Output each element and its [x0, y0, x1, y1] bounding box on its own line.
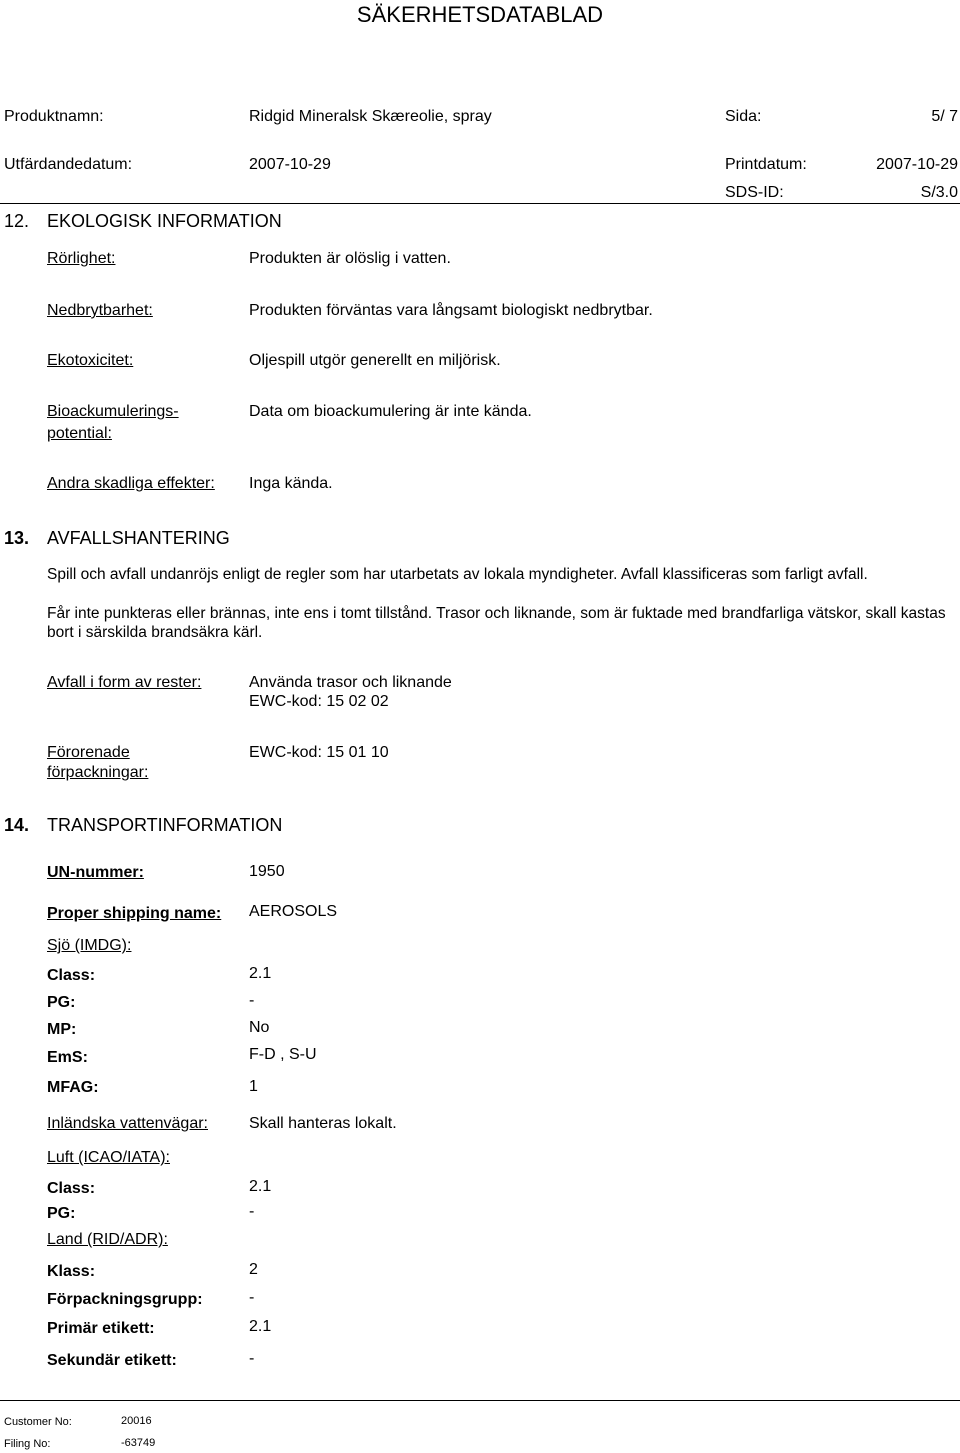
sea-ems-value: F-D , S-U	[249, 1046, 317, 1063]
section-14-number: 14.	[4, 815, 30, 835]
waste-residues-value-line2: EWC-kod: 15 02 02	[249, 693, 389, 710]
packaging-label-line1: Förorenade	[47, 744, 130, 761]
filing-no-value: -63749	[121, 1437, 156, 1449]
sea-class-label: Class:	[47, 967, 96, 984]
print-date-value: 2007-10-29	[876, 156, 958, 173]
page-value: 5/ 7	[931, 108, 958, 125]
other-effects-label: Andra skadliga effekter:	[47, 475, 215, 492]
sea-mp-value: No	[249, 1019, 270, 1036]
issue-date-label: Utfärdandedatum:	[4, 156, 133, 173]
shipping-name-value: AEROSOLS	[249, 903, 338, 920]
sea-pg-value: -	[249, 992, 255, 1009]
mobility-value: Produkten är olöslig i vatten.	[249, 250, 451, 267]
sea-mp-label: MP:	[47, 1021, 77, 1038]
air-class-label: Class:	[47, 1180, 96, 1197]
sea-pg-label: PG:	[47, 994, 76, 1011]
packaging-value: EWC-kod: 15 01 10	[249, 744, 389, 761]
document-title: SÄKERHETSDATABLAD	[356, 2, 604, 27]
land-transport-label: Land (RID/ADR):	[47, 1231, 168, 1248]
air-pg-label: PG:	[47, 1205, 76, 1222]
disposal-paragraph-1: Spill och avfall undanröjs enligt de regler som har utarbetats av lokala myndigheter. Avfall klassificeras som farligt avfall.	[47, 566, 868, 583]
land-class-value: 2	[249, 1261, 258, 1278]
ecotoxicity-label: Ekotoxicitet:	[47, 352, 134, 369]
customer-no-value: 20016	[121, 1415, 152, 1427]
un-number-label: UN-nummer:	[47, 864, 144, 881]
un-number-value: 1950	[249, 863, 285, 880]
bioaccumulation-value: Data om bioackumulering är inte kända.	[249, 403, 532, 420]
sea-ems-label: EmS:	[47, 1049, 88, 1066]
packaging-label-line2: förpackningar:	[47, 764, 149, 781]
land-class-label: Klass:	[47, 1263, 96, 1280]
land-secondary-label-value: -	[249, 1350, 255, 1367]
inland-waterways-value: Skall hanteras lokalt.	[249, 1115, 397, 1132]
mobility-label: Rörlighet:	[47, 250, 116, 267]
section-14-title: TRANSPORTINFORMATION	[47, 815, 283, 835]
air-class-value: 2.1	[249, 1178, 272, 1195]
disposal-paragraph-2: Får inte punkteras eller brännas, inte ens i tomt tillstånd. Trasor och liknande, som är fuktade med brandfarliga vätskor, skall kastas bort i särskilda brandsäkra kärl.	[47, 605, 946, 641]
waste-residues-label: Avfall i form av rester:	[47, 674, 202, 691]
filing-no-label: Filing No:	[4, 1438, 51, 1450]
air-transport-label: Luft (ICAO/IATA):	[47, 1149, 170, 1166]
land-packing-group-label: Förpackningsgrupp:	[47, 1291, 203, 1308]
degradability-value: Produkten förväntas vara långsamt biologiskt nedbrytbar.	[249, 302, 653, 319]
mfag-label: MFAG:	[47, 1079, 99, 1096]
bioaccumulation-label-line2: potential:	[47, 425, 112, 442]
page-label: Sida:	[725, 108, 762, 125]
issue-date-value: 2007-10-29	[249, 156, 331, 173]
air-pg-value: -	[249, 1203, 255, 1220]
header-rule	[0, 203, 960, 204]
sea-class-value: 2.1	[249, 965, 272, 982]
inland-waterways-label: Inländska vattenvägar:	[47, 1115, 208, 1132]
section-13-number: 13.	[4, 528, 30, 548]
footer-rule	[0, 1400, 960, 1401]
shipping-name-label: Proper shipping name:	[47, 905, 222, 922]
land-primary-label-label: Primär etikett:	[47, 1320, 155, 1337]
other-effects-value: Inga kända.	[249, 475, 333, 492]
land-secondary-label-label: Sekundär etikett:	[47, 1352, 177, 1369]
degradability-label: Nedbrytbarhet:	[47, 302, 153, 319]
ecotoxicity-value: Oljespill utgör generellt en miljörisk.	[249, 352, 501, 369]
bioaccumulation-label-line1: Bioackumulerings-	[47, 403, 179, 420]
section-12-title: EKOLOGISK INFORMATION	[47, 211, 282, 231]
land-packing-group-value: -	[249, 1289, 255, 1306]
waste-residues-value-line1: Använda trasor och liknande	[249, 674, 452, 691]
customer-no-label: Customer No:	[4, 1416, 72, 1428]
land-primary-label-value: 2.1	[249, 1318, 272, 1335]
mfag-value: 1	[249, 1078, 258, 1095]
product-name-value: Ridgid Mineralsk Skæreolie, spray	[249, 108, 492, 125]
sea-transport-label: Sjö (IMDG):	[47, 937, 132, 954]
sds-id-label: SDS-ID:	[725, 184, 784, 201]
section-12-number: 12.	[4, 211, 30, 231]
sds-id-value: S/3.0	[920, 184, 958, 201]
product-name-label: Produktnamn:	[4, 108, 104, 125]
section-13-title: AVFALLSHANTERING	[47, 528, 230, 548]
print-date-label: Printdatum:	[725, 156, 807, 173]
